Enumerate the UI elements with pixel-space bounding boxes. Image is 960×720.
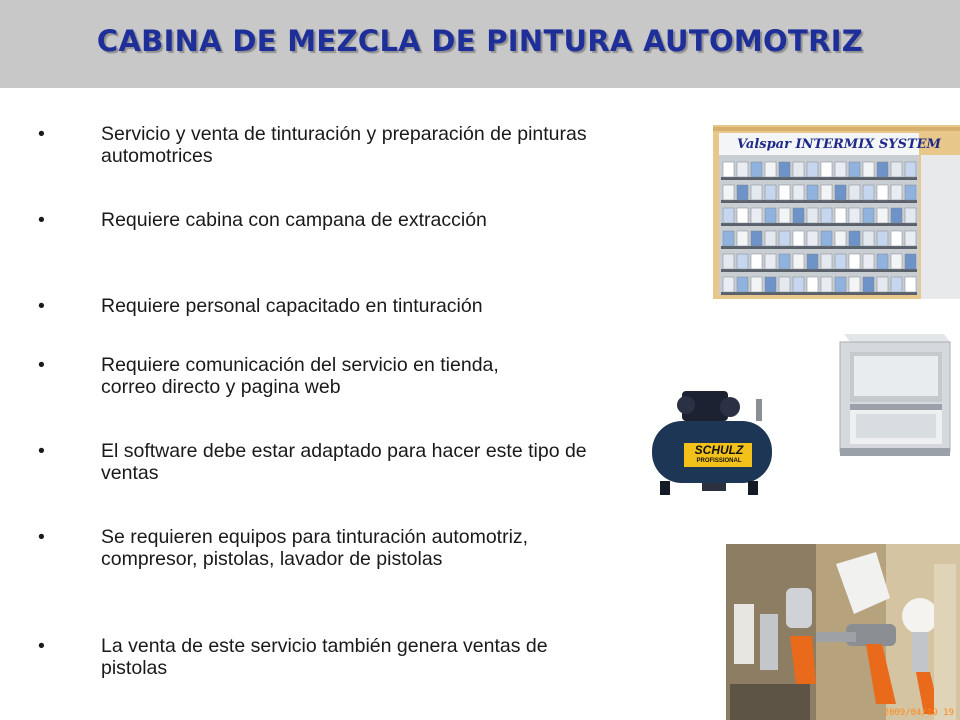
compressor-sub-text: PROFISSIONAL (696, 458, 742, 464)
photo-timestamp: 2009/04/19 19 (883, 708, 954, 718)
paint-rack-image (713, 125, 960, 299)
extraction-cabinet-image (832, 330, 954, 460)
bullet-text: Requiere cabina con campana de extracción (101, 209, 487, 231)
compressor-brand-text: SCHULZ (694, 443, 744, 457)
bullet-dot: • (38, 635, 45, 657)
bullet-text: Se requieren equipos para tinturación automotriz, compresor, pistolas, lavador de pistolas (101, 526, 529, 570)
bullet-dot: • (38, 526, 45, 548)
bullet-dot: • (38, 209, 45, 231)
bullet-dot: • (38, 123, 45, 145)
bullet-dot: • (38, 440, 45, 462)
air-compressor-image (648, 383, 778, 501)
bullet-dot: • (38, 354, 45, 376)
slide-title: CABINA DE MEZCLA DE PINTURA AUTOMOTRIZ (96, 24, 864, 58)
spray-guns-image (726, 544, 960, 720)
bullet-dot: • (38, 295, 45, 317)
rack-sign-text: Valspar INTERMIX SYSTEM (737, 137, 941, 152)
bullet-text: La venta de este servicio también genera ventas de pistolas (101, 635, 548, 679)
bullet-text: Requiere personal capacitado en tinturación (101, 295, 483, 317)
bullet-text: Servicio y venta de tinturación y preparación de pinturas automotrices (101, 123, 587, 167)
bullet-text: Requiere comunicación del servicio en tienda, correo directo y pagina web (101, 354, 499, 398)
bullet-text: El software debe estar adaptado para hacer este tipo de ventas (101, 440, 587, 484)
